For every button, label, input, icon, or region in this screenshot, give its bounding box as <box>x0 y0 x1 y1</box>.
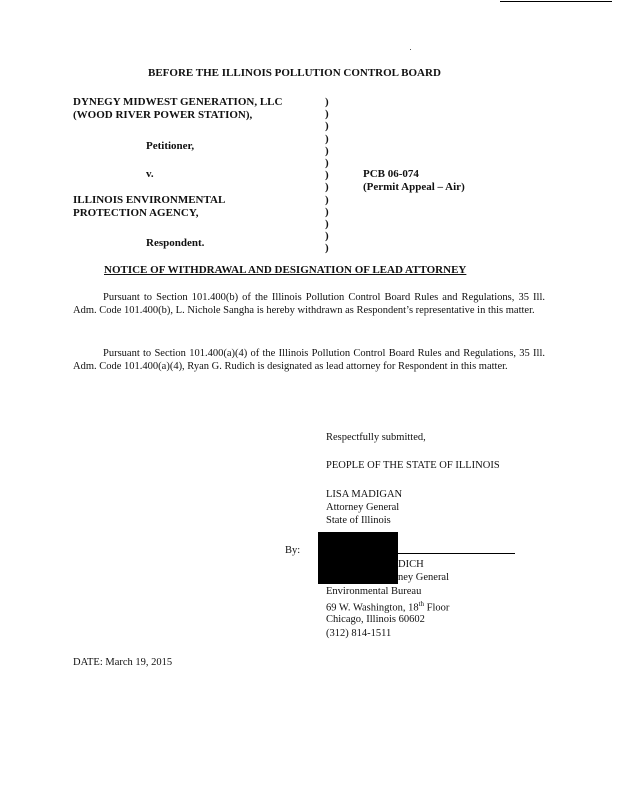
phone-number: (312) 814-1511 <box>326 628 392 639</box>
paren: ) <box>325 120 329 133</box>
respondent-name-line1: ILLINOIS ENVIRONMENTAL <box>73 194 226 206</box>
paren: ) <box>325 217 329 230</box>
party-name: PEOPLE OF THE STATE OF ILLINOIS <box>326 460 500 471</box>
petitioner-role: Petitioner, <box>146 140 195 152</box>
date-line: DATE: March 19, 2015 <box>73 657 173 668</box>
paren: ) <box>325 242 329 255</box>
signer-title-partial: ney General <box>398 572 450 583</box>
notice-title: NOTICE OF WITHDRAWAL AND DESIGNATION OF LEAD ATTORNEY <box>104 264 467 276</box>
paren: ) <box>325 108 329 121</box>
petitioner-name-line1: DYNEGY MIDWEST GENERATION, LLC <box>73 96 283 108</box>
case-number: PCB 06-074 <box>363 168 419 180</box>
versus-label: v. <box>146 168 154 180</box>
paren: ) <box>325 144 329 157</box>
redaction-box <box>318 532 398 584</box>
street-address-floor: Floor <box>424 602 450 614</box>
city-state-zip: Chicago, Illinois 60602 <box>326 614 425 625</box>
paren: ) <box>325 181 329 194</box>
paren: ) <box>325 156 329 169</box>
attorney-general-state: State of Illinois <box>326 515 391 526</box>
caption-parentheses <box>325 96 335 254</box>
by-label: By: <box>285 545 301 556</box>
attorney-general-title: Attorney General <box>326 502 400 513</box>
speck <box>410 49 411 50</box>
paren: ) <box>325 132 329 145</box>
notice-paragraph-2: Pursuant to Section 101.400(a)(4) of the Illinois Pollution Control Board Rules and Regulations, 35 Ill. Adm. Code 101.400(a)(4), Ryan G. Rudich is designated as lead attorney for Respondent in this matter. <box>73 348 545 372</box>
ordinal-suffix: th <box>418 600 425 608</box>
closing-line: Respectfully submitted, <box>326 432 426 443</box>
signature-line <box>398 553 515 554</box>
paren: ) <box>325 193 329 206</box>
paren: ) <box>325 169 329 182</box>
attorney-general-name: LISA MADIGAN <box>326 489 403 500</box>
respondent-name-line2: PROTECTION AGENCY, <box>73 207 199 219</box>
petitioner-name-line2: (WOOD RIVER POWER STATION), <box>73 109 253 121</box>
paren: ) <box>325 96 329 108</box>
paren: ) <box>325 205 329 218</box>
signer-name-partial: DICH <box>398 559 424 570</box>
case-type: (Permit Appeal – Air) <box>363 181 465 193</box>
board-title: BEFORE THE ILLINOIS POLLUTION CONTROL BOARD <box>148 67 441 79</box>
notice-paragraph-1: Pursuant to Section 101.400(b) of the Illinois Pollution Control Board Rules and Regulations, 35 Ill. Adm. Code 101.400(b), L. Nichole Sangha is hereby withdrawn as Respondent’s representative in this matter. <box>73 292 545 316</box>
bureau-name: Environmental Bureau <box>326 586 422 597</box>
paren: ) <box>325 230 329 243</box>
respondent-role: Respondent. <box>146 237 205 249</box>
top-rule <box>500 1 612 2</box>
street-address <box>326 600 449 614</box>
street-address-number: 69 W. Washington, 18 <box>326 602 419 614</box>
